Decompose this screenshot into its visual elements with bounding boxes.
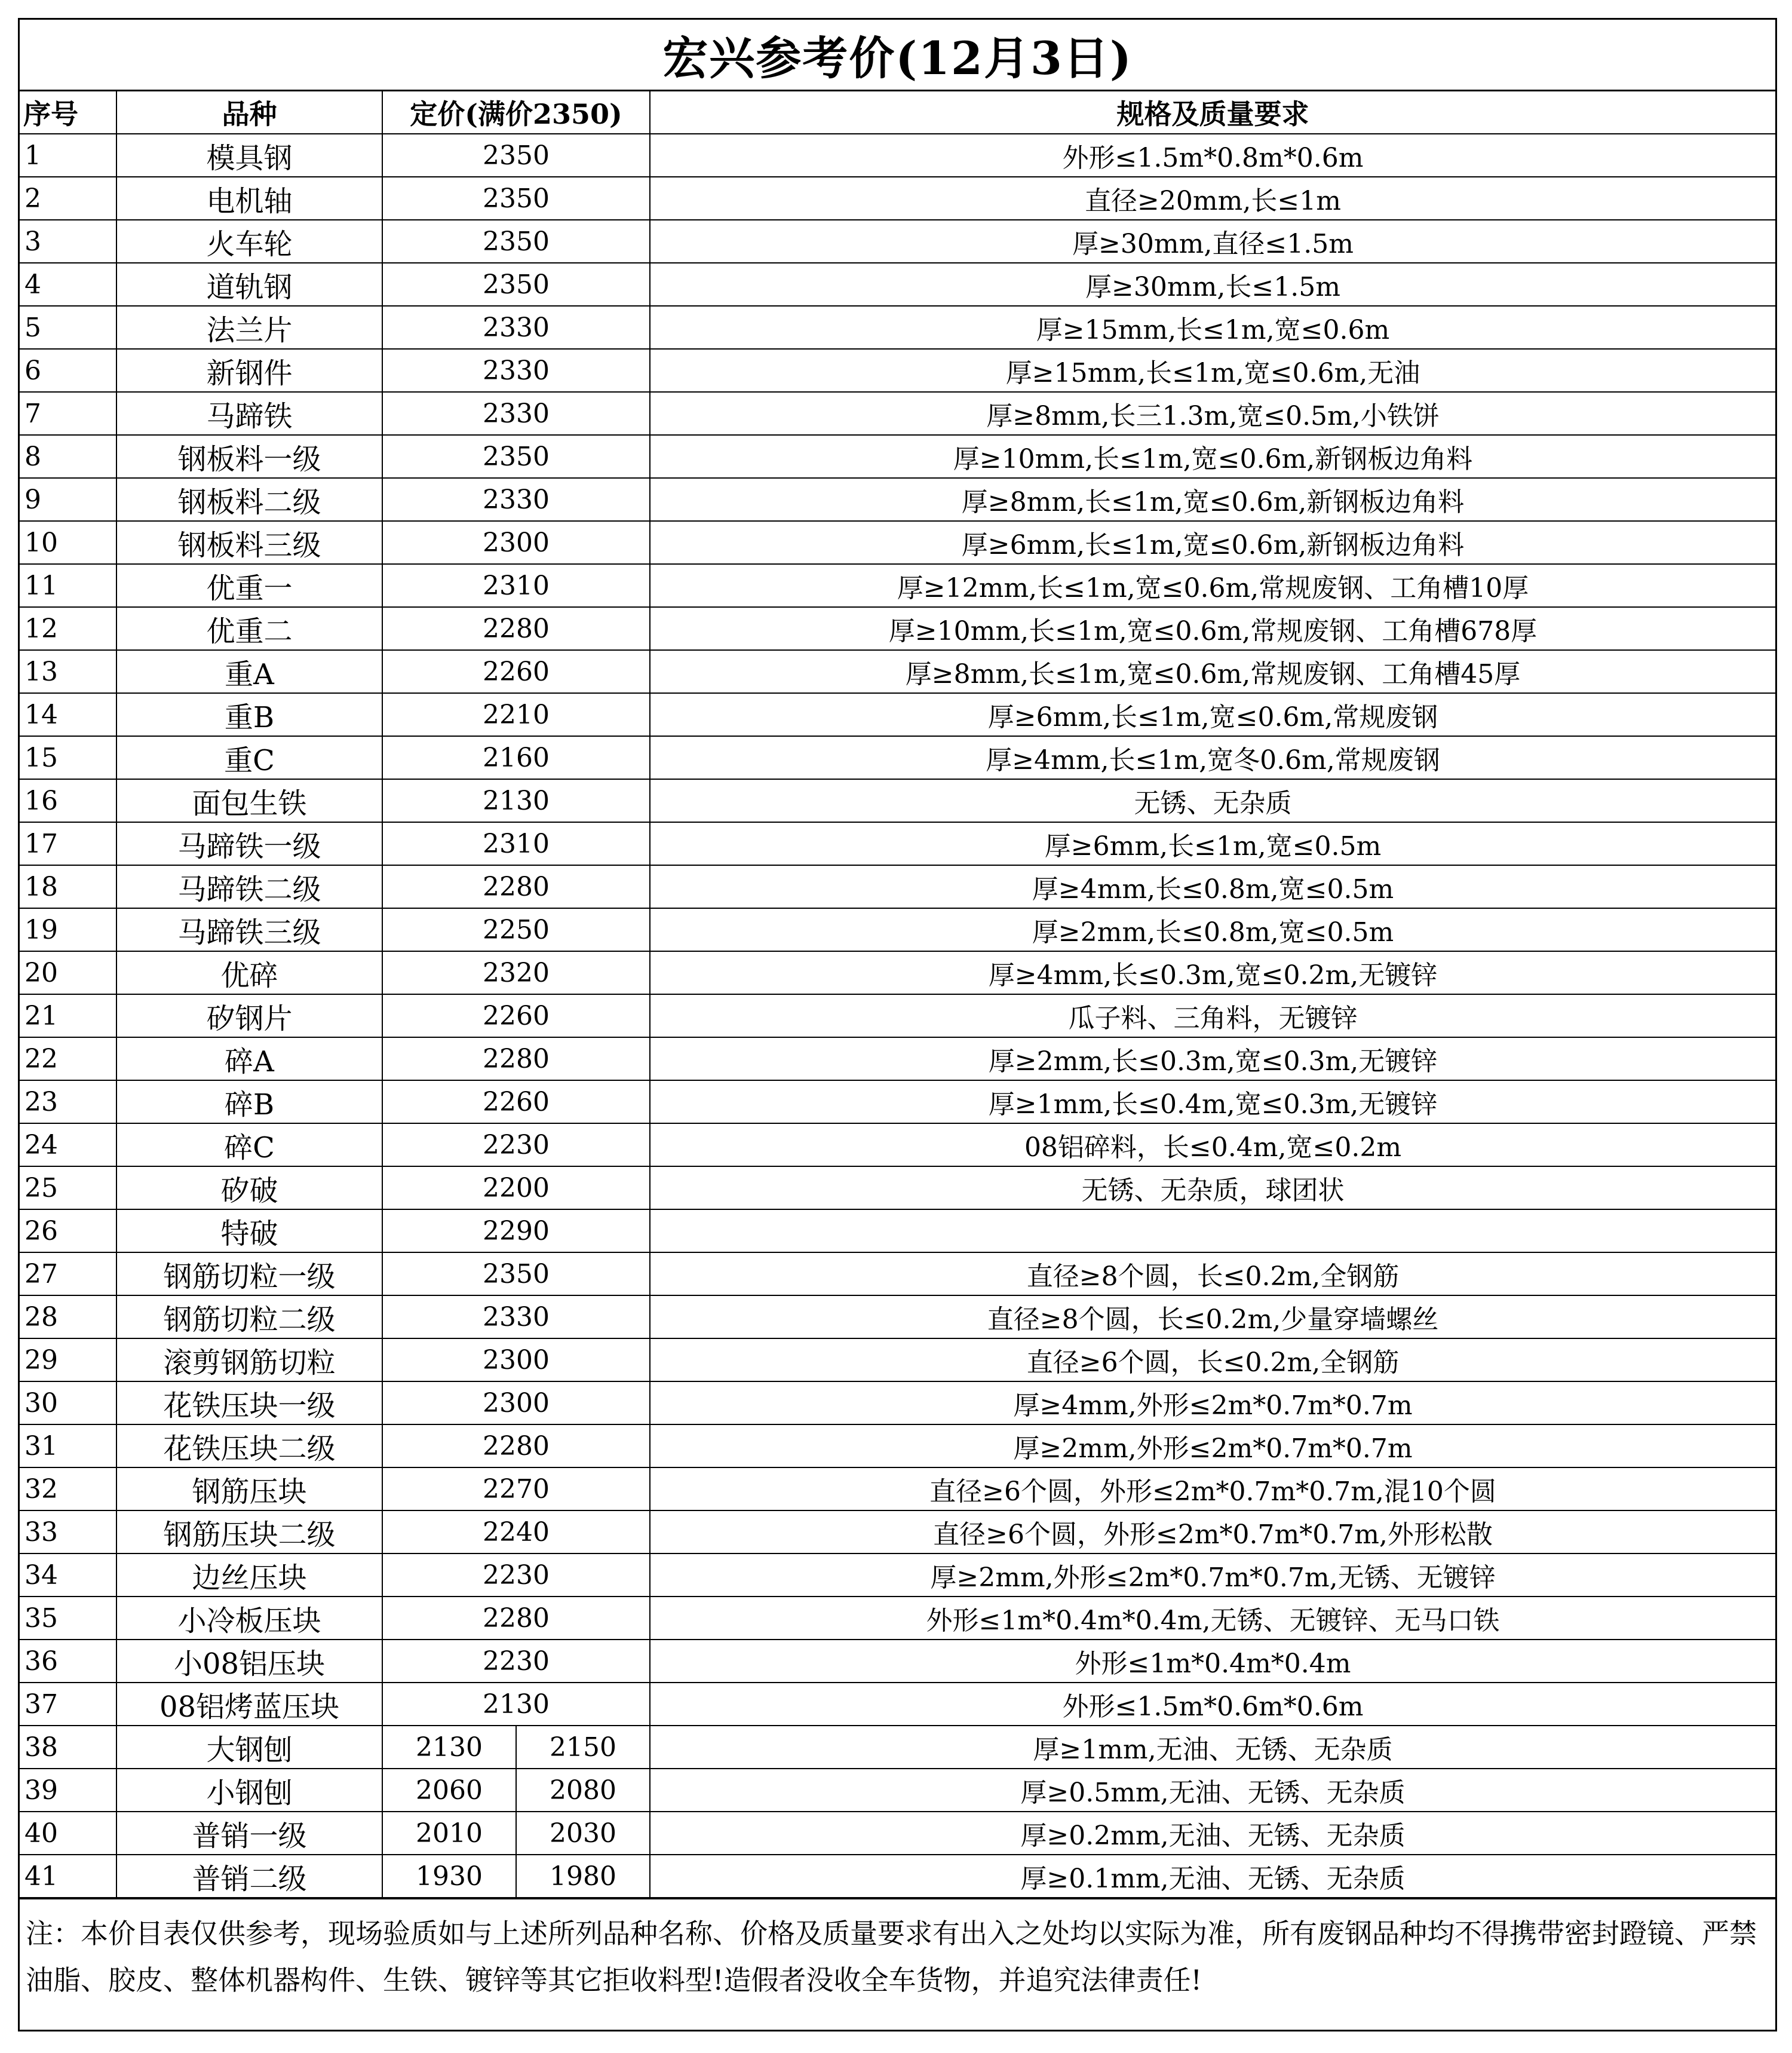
row-price: 2240: [382, 1510, 650, 1553]
row-name: 钢筋压块二级: [116, 1510, 382, 1553]
row-price: 2210: [382, 693, 650, 736]
page-title: 宏兴参考价(12月3日): [20, 20, 1775, 91]
row-price-high: 1980: [516, 1855, 650, 1898]
row-number: 27: [20, 1252, 116, 1295]
row-spec: 直径≥6个圆，长≤0.2m,全钢筋: [650, 1338, 1775, 1381]
row-price: 2230: [382, 1640, 650, 1683]
table-row: [20, 1252, 1775, 1295]
row-name: 大钢刨: [116, 1726, 382, 1769]
row-number: 17: [20, 822, 116, 865]
header-name: 品种: [116, 91, 382, 134]
row-number: 25: [20, 1166, 116, 1209]
row-spec: 厚≥6mm,长≤1m,宽≤0.6m,常规废钢: [650, 693, 1775, 736]
row-spec: 厚≥0.5mm,无油、无锈、无杂质: [650, 1769, 1775, 1812]
table-row: [20, 607, 1775, 650]
row-price: 2310: [382, 822, 650, 865]
row-price: 2350: [382, 177, 650, 220]
row-name: 矽钢片: [116, 994, 382, 1037]
row-number: 22: [20, 1037, 116, 1080]
row-name: 普销二级: [116, 1855, 382, 1898]
header-no: 序号: [20, 91, 116, 134]
row-number: 41: [20, 1855, 116, 1898]
row-name: 碎C: [116, 1123, 382, 1166]
row-spec: 外形≤1.5m*0.8m*0.6m: [650, 134, 1775, 177]
row-spec: 厚≥8mm,长≤1m,宽≤0.6m,常规废钢、工角槽45厚: [650, 650, 1775, 693]
table-row: [20, 1080, 1775, 1123]
row-spec: 外形≤1m*0.4m*0.4m,无锈、无镀锌、无马口铁: [650, 1597, 1775, 1640]
row-number: 16: [20, 779, 116, 822]
table-row: [20, 693, 1775, 736]
row-price-low: 1930: [382, 1855, 516, 1898]
table-row: [20, 220, 1775, 263]
table-row: [20, 736, 1775, 779]
row-name: 模具钢: [116, 134, 382, 177]
row-number: 29: [20, 1338, 116, 1381]
row-name: 钢筋压块: [116, 1467, 382, 1510]
row-number: 20: [20, 951, 116, 994]
row-price: 2350: [382, 134, 650, 177]
row-number: 19: [20, 908, 116, 951]
row-number: 8: [20, 435, 116, 478]
row-number: 36: [20, 1640, 116, 1683]
row-price: 2300: [382, 1381, 650, 1424]
row-name: 马蹄铁三级: [116, 908, 382, 951]
table-row: [20, 1166, 1775, 1209]
row-number: 32: [20, 1467, 116, 1510]
table-row: [20, 1424, 1775, 1467]
table-row: [20, 435, 1775, 478]
row-price: 2330: [382, 478, 650, 521]
row-name: 小08铝压块: [116, 1640, 382, 1683]
row-number: 31: [20, 1424, 116, 1467]
row-price: 2350: [382, 220, 650, 263]
table-row: [20, 1640, 1775, 1683]
table-row: [20, 1597, 1775, 1640]
row-price: 2320: [382, 951, 650, 994]
row-number: 12: [20, 607, 116, 650]
row-price: 2260: [382, 1080, 650, 1123]
row-spec: 厚≥1mm,长≤0.4m,宽≤0.3m,无镀锌: [650, 1080, 1775, 1123]
row-name: 花铁压块二级: [116, 1424, 382, 1467]
row-spec: 厚≥10mm,长≤1m,宽≤0.6m,常规废钢、工角槽678厚: [650, 607, 1775, 650]
row-price: 2330: [382, 349, 650, 392]
row-name: 普销一级: [116, 1812, 382, 1855]
row-name: 法兰片: [116, 306, 382, 349]
row-spec: 厚≥2mm,外形≤2m*0.7m*0.7m,无锈、无镀锌: [650, 1553, 1775, 1597]
row-number: 21: [20, 994, 116, 1037]
table-row: [20, 1510, 1775, 1553]
row-name: 重A: [116, 650, 382, 693]
row-spec: 厚≥0.1mm,无油、无锈、无杂质: [650, 1855, 1775, 1898]
table-row: [20, 349, 1775, 392]
table-row: [20, 822, 1775, 865]
row-spec: 厚≥2mm,外形≤2m*0.7m*0.7m: [650, 1424, 1775, 1467]
row-price: 2130: [382, 1683, 650, 1726]
row-spec: 直径≥6个圆，外形≤2m*0.7m*0.7m,外形松散: [650, 1510, 1775, 1553]
row-price: 2230: [382, 1553, 650, 1597]
row-number: 14: [20, 693, 116, 736]
row-spec: 厚≥12mm,长≤1m,宽≤0.6m,常规废钢、工角槽10厚: [650, 564, 1775, 607]
row-number: 9: [20, 478, 116, 521]
row-spec: 瓜子料、三角料，无镀锌: [650, 994, 1775, 1037]
row-price: 2250: [382, 908, 650, 951]
row-price: 2310: [382, 564, 650, 607]
row-spec: 外形≤1.5m*0.6m*0.6m: [650, 1683, 1775, 1726]
row-name: 矽破: [116, 1166, 382, 1209]
row-name: 面包生铁: [116, 779, 382, 822]
row-number: 18: [20, 865, 116, 908]
table-row: [20, 1683, 1775, 1726]
table-row: [20, 1467, 1775, 1510]
row-name: 特破: [116, 1209, 382, 1252]
row-price-low: 2010: [382, 1812, 516, 1855]
row-price: 2350: [382, 263, 650, 306]
row-price-high: 2080: [516, 1769, 650, 1812]
row-number: 34: [20, 1553, 116, 1597]
table-row: [20, 994, 1775, 1037]
row-name: 马蹄铁二级: [116, 865, 382, 908]
table-row: [20, 263, 1775, 306]
row-spec: [650, 1209, 1775, 1252]
row-spec: 无锈、无杂质，球团状: [650, 1166, 1775, 1209]
row-spec: 厚≥4mm,外形≤2m*0.7m*0.7m: [650, 1381, 1775, 1424]
row-name: 钢板料二级: [116, 478, 382, 521]
row-spec: 厚≥6mm,长≤1m,宽≤0.6m,新钢板边角料: [650, 521, 1775, 564]
row-spec: 直径≥8个圆，长≤0.2m,全钢筋: [650, 1252, 1775, 1295]
table-row: [20, 1769, 1775, 1812]
table-row: [20, 951, 1775, 994]
table-row: [20, 1381, 1775, 1424]
row-name: 滚剪钢筋切粒: [116, 1338, 382, 1381]
table-row: [20, 1553, 1775, 1597]
row-price: 2350: [382, 435, 650, 478]
row-name: 新钢件: [116, 349, 382, 392]
table-row: [20, 1209, 1775, 1252]
table-row: [20, 1123, 1775, 1166]
header-price: 定价(满价2350): [382, 91, 650, 134]
row-price: 2300: [382, 521, 650, 564]
row-price: 2260: [382, 650, 650, 693]
row-name: 优重一: [116, 564, 382, 607]
row-spec: 直径≥20mm,长≤1m: [650, 177, 1775, 220]
row-name: 钢筋切粒二级: [116, 1295, 382, 1338]
row-spec: 厚≥30mm,直径≤1.5m: [650, 220, 1775, 263]
row-price: 2330: [382, 1295, 650, 1338]
row-name: 电机轴: [116, 177, 382, 220]
row-number: 30: [20, 1381, 116, 1424]
row-price: 2280: [382, 1424, 650, 1467]
row-number: 40: [20, 1812, 116, 1855]
price-sheet: [18, 18, 1777, 2031]
row-spec: 直径≥6个圆，外形≤2m*0.7m*0.7m,混10个圆: [650, 1467, 1775, 1510]
row-number: 23: [20, 1080, 116, 1123]
row-name: 马蹄铁: [116, 392, 382, 435]
row-number: 39: [20, 1769, 116, 1812]
table-row: [20, 306, 1775, 349]
row-number: 1: [20, 134, 116, 177]
row-price-high: 2030: [516, 1812, 650, 1855]
row-spec: 直径≥8个圆，长≤0.2m,少量穿墙螺丝: [650, 1295, 1775, 1338]
table-row: [20, 478, 1775, 521]
row-spec: 厚≥8mm,长≤1m,宽≤0.6m,新钢板边角料: [650, 478, 1775, 521]
table-row: [20, 650, 1775, 693]
row-price: 2280: [382, 865, 650, 908]
row-number: 35: [20, 1597, 116, 1640]
row-spec: 无锈、无杂质: [650, 779, 1775, 822]
row-number: 3: [20, 220, 116, 263]
table-row: [20, 1037, 1775, 1080]
row-name: 优碎: [116, 951, 382, 994]
row-spec: 厚≥15mm,长≤1m,宽≤0.6m,无油: [650, 349, 1775, 392]
row-name: 马蹄铁一级: [116, 822, 382, 865]
row-name: 重B: [116, 693, 382, 736]
row-number: 10: [20, 521, 116, 564]
row-name: 小冷板压块: [116, 1597, 382, 1640]
row-name: 火车轮: [116, 220, 382, 263]
row-number: 33: [20, 1510, 116, 1553]
table-row: [20, 908, 1775, 951]
row-price: 2230: [382, 1123, 650, 1166]
row-spec: 外形≤1m*0.4m*0.4m: [650, 1640, 1775, 1683]
row-number: 37: [20, 1683, 116, 1726]
header-row: [20, 91, 1775, 134]
row-name: 边丝压块: [116, 1553, 382, 1597]
row-number: 7: [20, 392, 116, 435]
row-name: 钢筋切粒一级: [116, 1252, 382, 1295]
header-spec: 规格及质量要求: [650, 91, 1775, 134]
table-body: [20, 134, 1775, 1898]
row-price: 2200: [382, 1166, 650, 1209]
row-spec: 厚≥30mm,长≤1.5m: [650, 263, 1775, 306]
row-price: 2130: [382, 779, 650, 822]
row-number: 4: [20, 263, 116, 306]
row-price: 2280: [382, 607, 650, 650]
row-name: 花铁压块一级: [116, 1381, 382, 1424]
row-name: 钢板料一级: [116, 435, 382, 478]
row-number: 6: [20, 349, 116, 392]
row-spec: 厚≥4mm,长≤0.3m,宽≤0.2m,无镀锌: [650, 951, 1775, 994]
row-price-low: 2130: [382, 1726, 516, 1769]
row-spec: 厚≥2mm,长≤0.8m,宽≤0.5m: [650, 908, 1775, 951]
table-row: [20, 564, 1775, 607]
row-number: 5: [20, 306, 116, 349]
row-spec: 厚≥10mm,长≤1m,宽≤0.6m,新钢板边角料: [650, 435, 1775, 478]
table-row: [20, 1855, 1775, 1898]
table-row: [20, 392, 1775, 435]
row-number: 11: [20, 564, 116, 607]
row-spec: 厚≥4mm,长≤1m,宽冬0.6m,常规废钢: [650, 736, 1775, 779]
row-price: 2160: [382, 736, 650, 779]
row-name: 优重二: [116, 607, 382, 650]
row-name: 08铝烤蓝压块: [116, 1683, 382, 1726]
table-row: [20, 134, 1775, 177]
table-row: [20, 1295, 1775, 1338]
row-name: 碎A: [116, 1037, 382, 1080]
row-name: 重C: [116, 736, 382, 779]
row-price-high: 2150: [516, 1726, 650, 1769]
row-price: 2280: [382, 1037, 650, 1080]
row-number: 26: [20, 1209, 116, 1252]
table-row: [20, 1812, 1775, 1855]
row-name: 碎B: [116, 1080, 382, 1123]
table-row: [20, 521, 1775, 564]
row-price: 2330: [382, 392, 650, 435]
row-number: 13: [20, 650, 116, 693]
row-price: 2260: [382, 994, 650, 1037]
row-price: 2290: [382, 1209, 650, 1252]
table-row: [20, 865, 1775, 908]
row-name: 道轨钢: [116, 263, 382, 306]
row-number: 15: [20, 736, 116, 779]
row-price: 2270: [382, 1467, 650, 1510]
price-table: [20, 91, 1775, 1898]
row-number: 2: [20, 177, 116, 220]
table-row: [20, 779, 1775, 822]
row-spec: 厚≥8mm,长三1.3m,宽≤0.5m,小铁饼: [650, 392, 1775, 435]
row-price: 2300: [382, 1338, 650, 1381]
row-name: 小钢刨: [116, 1769, 382, 1812]
table-row: [20, 1726, 1775, 1769]
row-spec: 厚≥0.2mm,无油、无锈、无杂质: [650, 1812, 1775, 1855]
row-spec: 厚≥15mm,长≤1m,宽≤0.6m: [650, 306, 1775, 349]
row-spec: 厚≥6mm,长≤1m,宽≤0.5m: [650, 822, 1775, 865]
row-number: 24: [20, 1123, 116, 1166]
row-name: 钢板料三级: [116, 521, 382, 564]
footnote: 注：本价目表仅供参考，现场验质如与上述所列品种名称、价格及质量要求有出入之处均以实际为准，所有废钢品种均不得携带密封蹬镜、严禁油脂、胶皮、整体机器构件、生铁、镀锌等其它拒收料型!造假者没收全车货物，并追究法律责任!: [20, 1898, 1775, 2045]
row-price: 2280: [382, 1597, 650, 1640]
row-price: 2350: [382, 1252, 650, 1295]
table-row: [20, 1338, 1775, 1381]
row-price-low: 2060: [382, 1769, 516, 1812]
row-price: 2330: [382, 306, 650, 349]
row-number: 28: [20, 1295, 116, 1338]
row-spec: 厚≥1mm,无油、无锈、无杂质: [650, 1726, 1775, 1769]
row-spec: 厚≥4mm,长≤0.8m,宽≤0.5m: [650, 865, 1775, 908]
row-spec: 08铝碎料，长≤0.4m,宽≤0.2m: [650, 1123, 1775, 1166]
row-spec: 厚≥2mm,长≤0.3m,宽≤0.3m,无镀锌: [650, 1037, 1775, 1080]
table-row: [20, 177, 1775, 220]
row-number: 38: [20, 1726, 116, 1769]
